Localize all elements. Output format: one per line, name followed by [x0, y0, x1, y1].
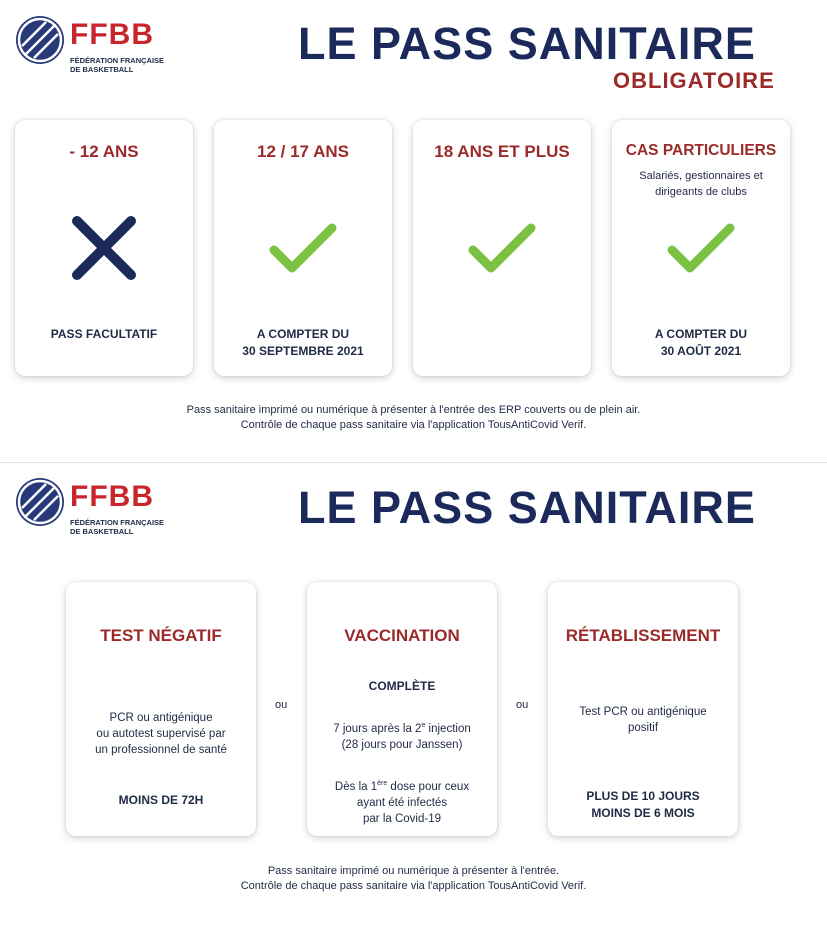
card-detail: Salariés, gestionnaires et dirigeants de clubs [639, 170, 763, 198]
ffbb-logo [16, 478, 164, 536]
check-icon [467, 222, 537, 276]
card-body: Test PCR ou antigénique positif [579, 706, 707, 734]
check-icon [666, 222, 736, 276]
card-heading: VACCINATION [344, 626, 460, 645]
logo-line2: DE BASKETBALL [70, 527, 134, 536]
card-special-cases [612, 120, 790, 376]
separator-or: ou [516, 699, 529, 711]
card-footer: MOINS DE 72H [118, 793, 204, 807]
card-footer: A COMPTER DU 30 SEPTEMBRE 2021 [242, 327, 364, 358]
separator-or: ou [275, 699, 288, 711]
card-heading: CAS PARTICULIERS [625, 142, 777, 159]
card-heading: TEST NÉGATIF [100, 626, 222, 645]
section-divider [0, 462, 827, 463]
card-under-12 [15, 120, 193, 376]
check-icon [268, 222, 338, 276]
logo-line1: FÉDÉRATION FRANÇAISE [70, 56, 165, 65]
card-body-2: Dès la 1ère dose pour ceux ayant été infectés par la Covid-19 [334, 780, 470, 825]
card-label: COMPLÈTE [368, 679, 436, 693]
card-heading: - 12 ANS [69, 142, 139, 161]
basketball-icon [16, 16, 64, 64]
card-heading: 18 ANS ET PLUS [434, 142, 570, 161]
card-footer: A COMPTER DU 30 AOÛT 2021 [654, 327, 748, 358]
page-subtitle: OBLIGATOIRE [613, 68, 775, 93]
logo-line1: FÉDÉRATION FRANÇAISE [70, 518, 165, 527]
page-title: LE PASS SANITAIRE [298, 18, 756, 69]
section2-note: Pass sanitaire imprimé ou numérique à présenter à l'entrée. Contrôle de chaque pass sanitaire via l'application TousAntiCovid Verif. [240, 865, 587, 892]
card-heading: RÉTABLISSEMENT [565, 626, 721, 645]
card-18-plus [413, 120, 591, 376]
card-footer: PLUS DE 10 JOURS MOINS DE 6 MOIS [586, 789, 700, 820]
card-body: PCR ou antigénique ou autotest supervisé par un professionnel de santé [95, 712, 227, 756]
card-body: 7 jours après la 2e injection (28 jours pour Janssen) [333, 722, 471, 751]
logo-line2: DE BASKETBALL [70, 65, 134, 74]
cross-icon [69, 213, 139, 283]
page-title-2: LE PASS SANITAIRE [298, 482, 756, 533]
card-negative-test [66, 582, 256, 836]
card-heading: 12 / 17 ANS [257, 142, 349, 161]
logo-brand: FFBB [70, 480, 154, 513]
basketball-icon [16, 478, 64, 526]
card-footer: PASS FACULTATIF [50, 327, 158, 341]
card-vaccination [307, 582, 497, 836]
card-recovery [548, 582, 738, 836]
logo-brand: FFBB [70, 18, 154, 51]
section1-note: Pass sanitaire imprimé ou numérique à présenter à l'entrée des ERP couverts ou de plein air. Contrôle de chaque pass sanitaire via l'application TousAntiCovid Verif. [186, 404, 641, 431]
card-12-17 [214, 120, 392, 376]
ffbb-logo [16, 16, 164, 74]
